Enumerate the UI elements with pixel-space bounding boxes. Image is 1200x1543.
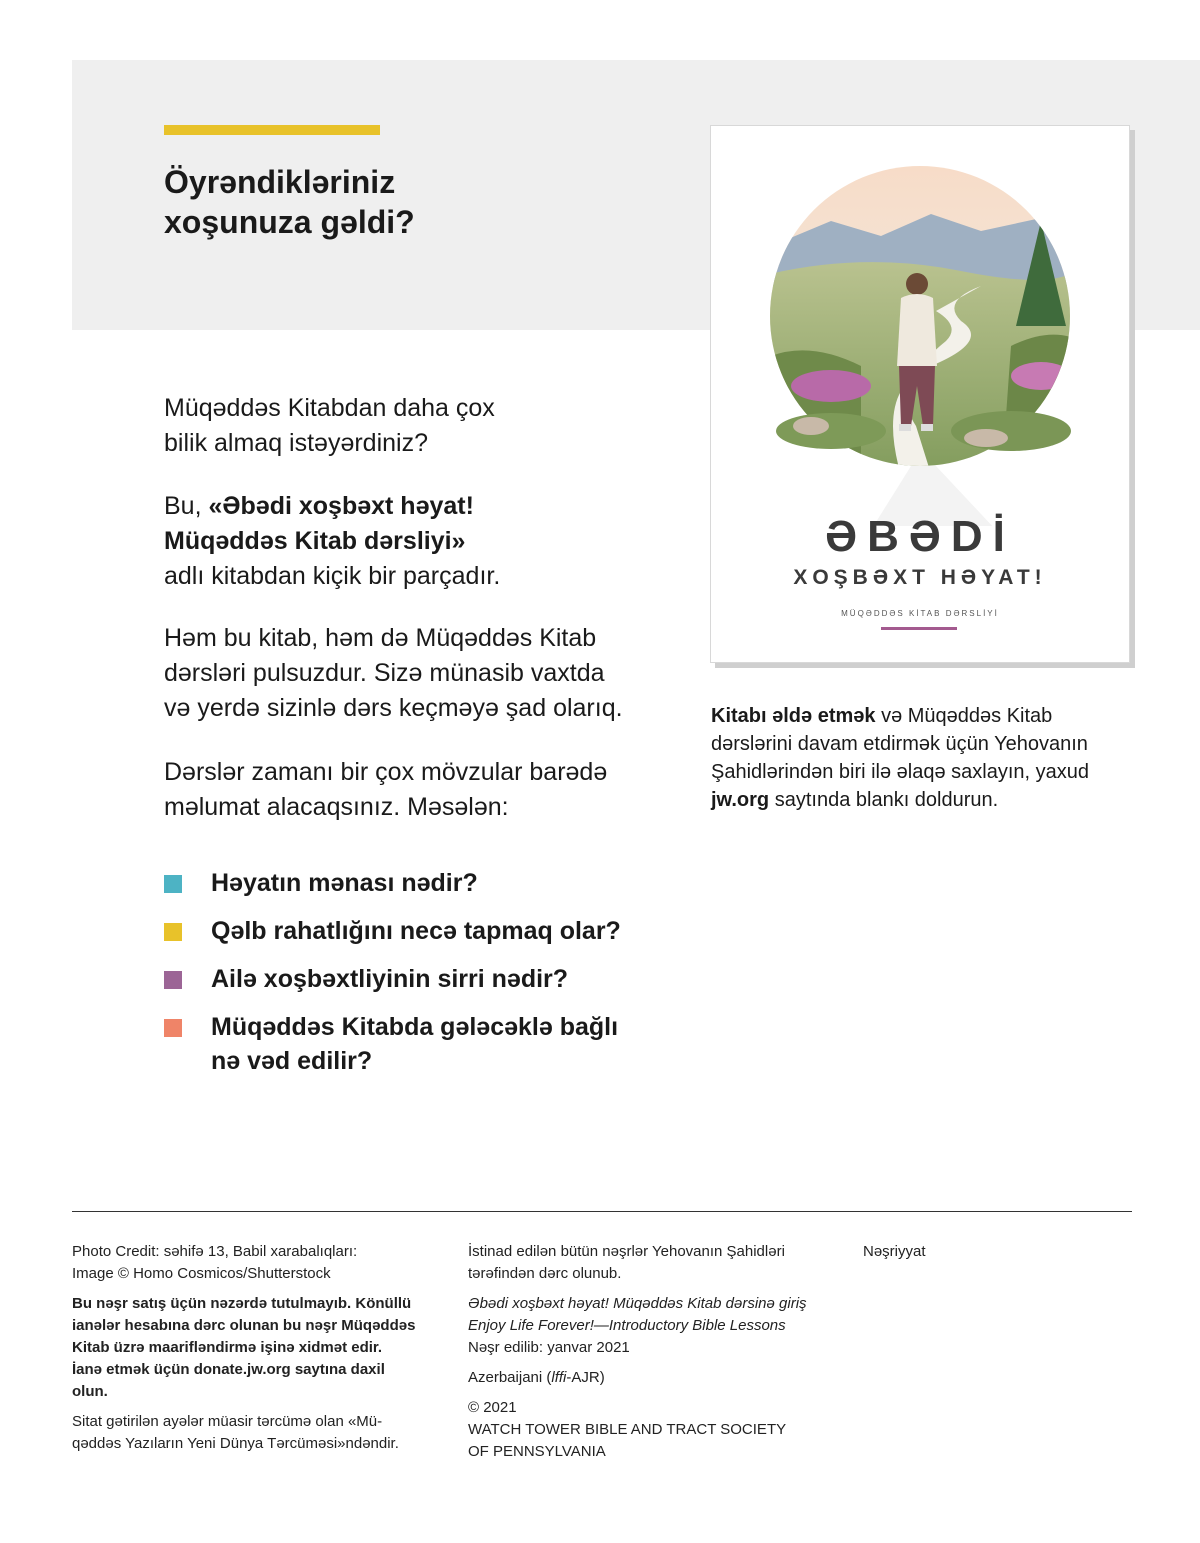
bullet-square-icon bbox=[164, 1019, 182, 1037]
title-azerbaijani: Əbədi xoşbəxt həyat! Müqəddəs Kitab dərsinə giriş bbox=[468, 1295, 807, 1312]
topic-text: Qəlb rahatlığını necə tapmaq olar? bbox=[211, 917, 621, 945]
list-item bbox=[164, 1010, 684, 1078]
footer-column-3 bbox=[863, 1241, 1113, 1263]
book-title-bold: «Əbədi xoşbəxt həyat! bbox=[208, 492, 474, 520]
list-item bbox=[164, 866, 684, 900]
accent-bar bbox=[164, 125, 380, 135]
page-title bbox=[164, 162, 584, 242]
text-line: tərəfindən dərc olunub. bbox=[468, 1265, 622, 1282]
donation-notice bbox=[72, 1293, 442, 1403]
topic-text: Həyatın mənası nədir? bbox=[211, 869, 478, 897]
text-line: adlı kitabdan kiçik bir parçadır. bbox=[164, 562, 501, 590]
bullet-square-icon bbox=[164, 971, 182, 989]
text-line: qəddəs Yazıların Yeni Dünya Tərcüməsi»ndəndir. bbox=[72, 1435, 399, 1452]
photo-credit: Image © Homo Cosmicos/Shutterstock bbox=[72, 1265, 331, 1282]
copyright bbox=[468, 1397, 838, 1463]
publisher-label: Nəşriyyat bbox=[863, 1243, 926, 1260]
footer-divider bbox=[72, 1211, 1132, 1212]
text-line: Dərslər zamanı bir çox mövzular barədə bbox=[164, 758, 608, 786]
language-code bbox=[468, 1367, 838, 1389]
intro-paragraph-1 bbox=[164, 391, 684, 461]
text-line: WATCH TOWER BIBLE AND TRACT SOCIETY bbox=[468, 1421, 787, 1438]
footer-column-1 bbox=[72, 1241, 442, 1455]
text-line bbox=[164, 489, 684, 524]
text-line: ianələr hesabına dərc olunan bu nəşr Müqəddəs bbox=[72, 1317, 416, 1334]
publication-titles bbox=[468, 1293, 838, 1359]
website-link[interactable]: jw.org bbox=[711, 789, 770, 811]
topic-list bbox=[164, 866, 684, 1092]
title-english: Enjoy Life Forever!—Introductory Bible Lessons bbox=[468, 1317, 786, 1334]
text-line: İanə etmək üçün donate.jw.org saytına daxil bbox=[72, 1361, 385, 1378]
cover-illustration bbox=[711, 126, 1129, 526]
topic-text: Müqəddəs Kitabda gələcəklə bağlı bbox=[211, 1013, 619, 1041]
list-item bbox=[164, 914, 684, 948]
intro-paragraph-4 bbox=[164, 755, 684, 825]
text-line: bilik almaq istəyərdiniz? bbox=[164, 429, 429, 457]
text-prefix: Bu, bbox=[164, 492, 209, 520]
book-title-bold: Müqəddəs Kitab dərsliyi» bbox=[164, 527, 466, 555]
text-line: olun. bbox=[72, 1383, 108, 1400]
get-book-text: və Müqəddəs Kitab dərslərini davam etdirmək üçün Yehovanın Şahidlərindən biri ilə əlaqə saxlayın, yaxud bbox=[711, 705, 1090, 783]
language-code-italic: lffi bbox=[551, 1369, 567, 1386]
cover-underline bbox=[881, 627, 957, 630]
topic-text: nə vəd edilir? bbox=[211, 1047, 373, 1075]
get-book-info bbox=[711, 702, 1131, 814]
cover-subtitle: MÜQƏDDƏS KİTAB DƏRSLİYİ bbox=[841, 609, 999, 618]
publication-date: Nəşr edilib: yanvar 2021 bbox=[468, 1339, 630, 1356]
get-book-bold: Kitabı əldə etmək bbox=[711, 705, 876, 727]
text-line: Həm bu kitab, həm də Müqəddəs Kitab bbox=[164, 624, 597, 652]
footer-column-2 bbox=[468, 1241, 838, 1463]
book-cover bbox=[710, 125, 1130, 663]
text-line: Kitab üzrə maarifləndirmə işinə xidmət edir. bbox=[72, 1339, 383, 1356]
text-line: © 2021 bbox=[468, 1399, 517, 1416]
text-line: və yerdə sizinlə dərs keçməyə şad olarıq. bbox=[164, 694, 623, 722]
language-suffix: -AJR) bbox=[566, 1369, 605, 1386]
text-line: OF PENNSYLVANIA bbox=[468, 1443, 606, 1460]
text-line: Müqəddəs Kitabdan daha çox bbox=[164, 394, 495, 422]
intro-paragraph-3 bbox=[164, 621, 684, 726]
text-line: Bu nəşr satış üçün nəzərdə tutulmayıb. Könüllü bbox=[72, 1295, 412, 1312]
bullet-square-icon bbox=[164, 875, 182, 893]
translation-note bbox=[72, 1411, 442, 1455]
text-line: məlumat alacaqsınız. Məsələn: bbox=[164, 793, 509, 821]
page-title-line: Öyrəndikləriniz bbox=[164, 164, 396, 200]
bullet-square-icon bbox=[164, 923, 182, 941]
text-line: Sitat gətirilən ayələr müasir tərcümə olan «Mü- bbox=[72, 1413, 383, 1430]
intro-paragraph-2 bbox=[164, 489, 684, 594]
topic-text: Ailə xoşbəxtliyinin sirri nədir? bbox=[211, 965, 569, 993]
cover-title-sub: XOŞBƏXT HƏYAT! bbox=[793, 566, 1047, 589]
get-book-text: saytında blankı doldurun. bbox=[769, 789, 999, 811]
text-line: dərsləri pulsuzdur. Sizə münasib vaxtda bbox=[164, 659, 605, 687]
photo-credit: Photo Credit: səhifə 13, Babil xarabalıqları: bbox=[72, 1243, 358, 1260]
language-name: Azerbaijani ( bbox=[468, 1369, 552, 1386]
cover-title-main: ƏBƏDİ bbox=[825, 512, 1015, 561]
list-item bbox=[164, 962, 684, 996]
text-line: İstinad edilən bütün nəşrlər Yehovanın Şahidləri bbox=[468, 1243, 785, 1260]
page-title-line: xoşunuza gəldi? bbox=[164, 204, 415, 240]
